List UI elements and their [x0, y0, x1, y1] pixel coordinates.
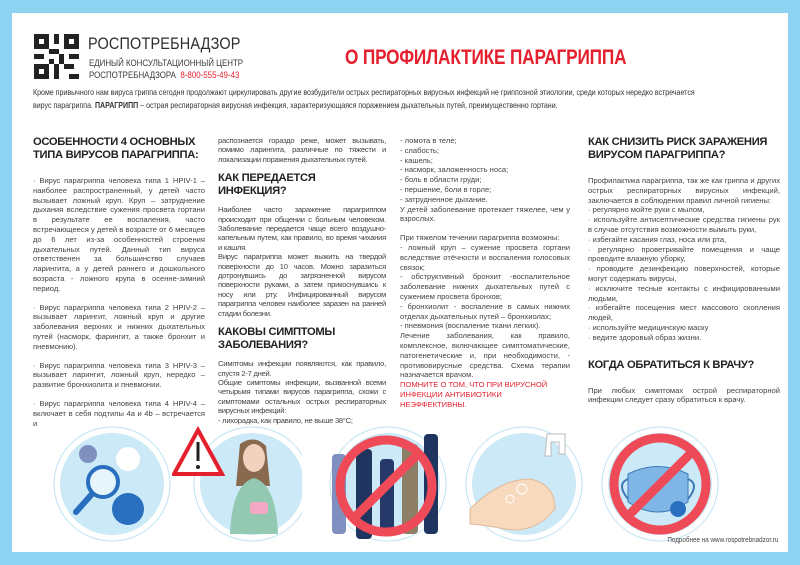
symptom-item: - слабость;	[400, 145, 440, 155]
heading-doctor: КОГДА ОБРАТИТЬСЯ К ВРАЧУ?	[588, 358, 755, 371]
symptom-item: - кашель;	[400, 155, 433, 165]
transmission-p2: Вирус парагриппа может выжить на твердой поверхности до 10 часов. Можно заразиться дотронувшись до загрязненной вирусом поверхности руками, а затем прикоснувшись к носу или рту. Инфицированный вирусом парагриппа человек наиболее заразен на ранней стадии болезни.	[218, 252, 386, 318]
center-line2-text: РОСПОТРЕБНАДЗОРА	[89, 70, 176, 80]
prevention-tip: · используйте антисептические средства гигиены рук в случае отсутствия возможности вымыть руки,	[588, 215, 780, 234]
intro-part1: Кроме привычного нам вируса гриппа сегодня продолжают циркулировать другие возбудители острых респираторных вирусных инфекций не гриппозной этиологии, среди которых нередко встречается вирус парагриппа.	[33, 87, 695, 110]
heading-virus-types: ОСОБЕННОСТИ 4 ОСНОВНЫХ ТИПА ВИРУСОВ ПАРАГРИППА:	[33, 136, 199, 161]
prevention-tip: · регулярно мойте руки с мылом,	[588, 205, 705, 215]
symptom-item: - затрудненное дыхание.	[400, 194, 488, 204]
symptom-item: - боль в области груди;	[400, 175, 482, 185]
center-line2	[89, 70, 239, 80]
heading-transmission: КАК ПЕРЕДАЕТСЯ ИНФЕКЦИЯ?	[218, 172, 316, 198]
prevention-tip: · регулярно проветривайте помещения и чаще проводите влажную уборку,	[588, 244, 780, 264]
symptom-item: - першение, боли в горле;	[400, 184, 492, 194]
column-prevention	[588, 136, 780, 414]
hotline-phone: 8-800-555-49-43	[180, 70, 240, 80]
complication-item: - обструктивный бронхит -воспалительное заболевание нижних дыхательных путей с сужением просвета бронхов;	[400, 272, 570, 301]
prevention-tip: · исключите тесные контакты с инфицированными людьми,	[588, 283, 780, 303]
heading-symptoms: КАКОВЫ СИМПТОМЫ ЗАБОЛЕВАНИЯ?	[218, 326, 336, 352]
prevention-tip: · проводите дезинфекцию поверхностей, которые могут содержать вирусы,	[588, 264, 780, 283]
doctor-advice: При любых симптомах острой респираторной инфекции следует сразу обратиться к врачу.	[588, 385, 780, 405]
intro-part2: – острая респираторная вирусная инфекция, характеризующаяся поражением дыхательных путей, преимущественно гортани.	[138, 100, 558, 110]
intro-text	[33, 86, 713, 112]
handwashing-illustration	[462, 424, 586, 544]
children-note: У детей заболевание протекает тяжелее, чем у взрослых.	[400, 204, 570, 224]
transmission-p1: Наиболее часто заражение парагриппом происходит при общении с больным человеком. Заболевание передается чаще всего воздушно-капельным путем, как правило, во время чихания и кашля.	[218, 205, 386, 252]
no-crowds-illustration	[318, 424, 454, 544]
intro-bold: ПАРАГРИПП	[94, 100, 139, 110]
heading-prevention: КАК СНИЗИТЬ РИСК ЗАРАЖЕНИЯ ВИРУСОМ ПАРАГРИППА?	[588, 136, 768, 161]
prevention-tip: · используйте медицинскую маску	[588, 322, 709, 332]
virus-icon	[670, 501, 686, 517]
prevention-tip: · избегайте посещения мест массового скопления людей,	[588, 303, 780, 323]
complication-item: - бронхиолит - воспаление в самых нижних отделах дыхательных путей – бронхиолах;	[400, 301, 570, 321]
virus-type-3: · Вирус парагриппа человека типа 3 HPIV-3 – вызывает ларингит, ложный круп, нередко – развитие бронхиолита и пневмонии.	[33, 360, 205, 390]
column-symptoms-treatment	[400, 136, 570, 410]
center-line1: ЕДИНЫЙ КОНСУЛЬТАЦИОННЫЙ ЦЕНТР	[89, 58, 244, 68]
complication-item: - ложный круп – сужение просвета гортани вследствие отёчности и воспаления голосовых связок;	[400, 242, 570, 272]
org-name: РОСПОТРЕБНАДЗОР	[88, 34, 241, 53]
qr-code-icon	[34, 34, 79, 79]
column-virus-types	[33, 136, 205, 437]
symptom-item: - ломота в теле;	[400, 136, 457, 145]
virus-type-1: · Вирус парагриппа человека типа 1 HPIV-1 – наиболее распространенный, у детей часто вызывает ложный круп. Круп – затруднение дыхания вследствие сужения просвета гортани в результате ее воспаления, часто встречающееся у детей в возрасте от 6 месяцев до 6 лет из-за особенностей строения дыхательных путей. Данный тип вируса ответственен за большинство случаев ларингита, а у детей раннего и дошкольного возраста - ложного крупа в осенне-зимний период.	[33, 176, 205, 293]
antibiotics-warning: ПОМНИТЕ О ТОМ, ЧТО ПРИ ВИРУСНОЙ ИНФЕКЦИИ АНТИБИОТИКИ НЕЭФФЕКТИВНЫ.	[400, 380, 548, 409]
symptom-item: - насморк, заложенность носа;	[400, 165, 509, 175]
prevention-tip: · ведите здоровый образ жизни.	[588, 332, 702, 342]
virus-magnifier-illustration	[48, 424, 172, 544]
complication-item: - пневмония (воспаление ткани легких).	[400, 321, 541, 331]
virus-type-2: · Вирус парагриппа человека типа 2 HPIV-2 – вызывает ларингит, ложный круп и другие заболевания верхних и нижних дыхательных путей (насморк, фарингит, а также бронхит и пневмонию).	[33, 302, 205, 351]
footer-link[interactable]: Подробнее на www.rospotrebnadzor.ru	[666, 537, 778, 544]
symptoms-p2: Общие симптомы инфекции, вызванной всеми четырьмя типами вирусов парагриппа, схожи с симптомами остальных острых респираторных вирусных инфекций:	[218, 377, 386, 416]
sneezing-woman-illustration	[172, 424, 302, 544]
treatment-text: Лечение заболевания, как правило, комплексное, включающее симптоматические, патогенетические и, при необходимости, - противовирусные средства. Схема терапии назначается врачом.	[400, 331, 570, 380]
column-transmission	[218, 136, 386, 425]
virus-type-4: · Вирус парагриппа человека типа 4 HPIV-4 – включает в себя подтипы 4a и 4b – встречается и	[33, 398, 205, 428]
mask-illustration	[598, 424, 722, 544]
page-title: О ПРОФИЛАКТИКЕ ПАРАГРИППА	[345, 46, 627, 69]
symptoms-p1: Симптомы инфекции появляются, как правило, спустя 2-7 дней.	[218, 359, 386, 378]
virus-type-4-cont: распознается гораздо реже, может вызывать, помимо ларингита, различные по тяжести и локализации поражения дыхательных путей.	[218, 136, 386, 164]
symptom-list	[400, 136, 570, 205]
symptom-fever: - лихорадка, как правило, не выше 38°C;	[218, 415, 353, 425]
severe-intro: При тяжелом течении парагриппа возможны:	[400, 233, 560, 243]
prevention-tip: · избегайте касания глаз, носа или рта,	[588, 234, 727, 244]
prevention-intro: Профилактика парагриппа, так же как гриппа и других острых респираторных вирусных инфекций, заключается в соблюдении правил личной гигиены:	[588, 176, 780, 205]
